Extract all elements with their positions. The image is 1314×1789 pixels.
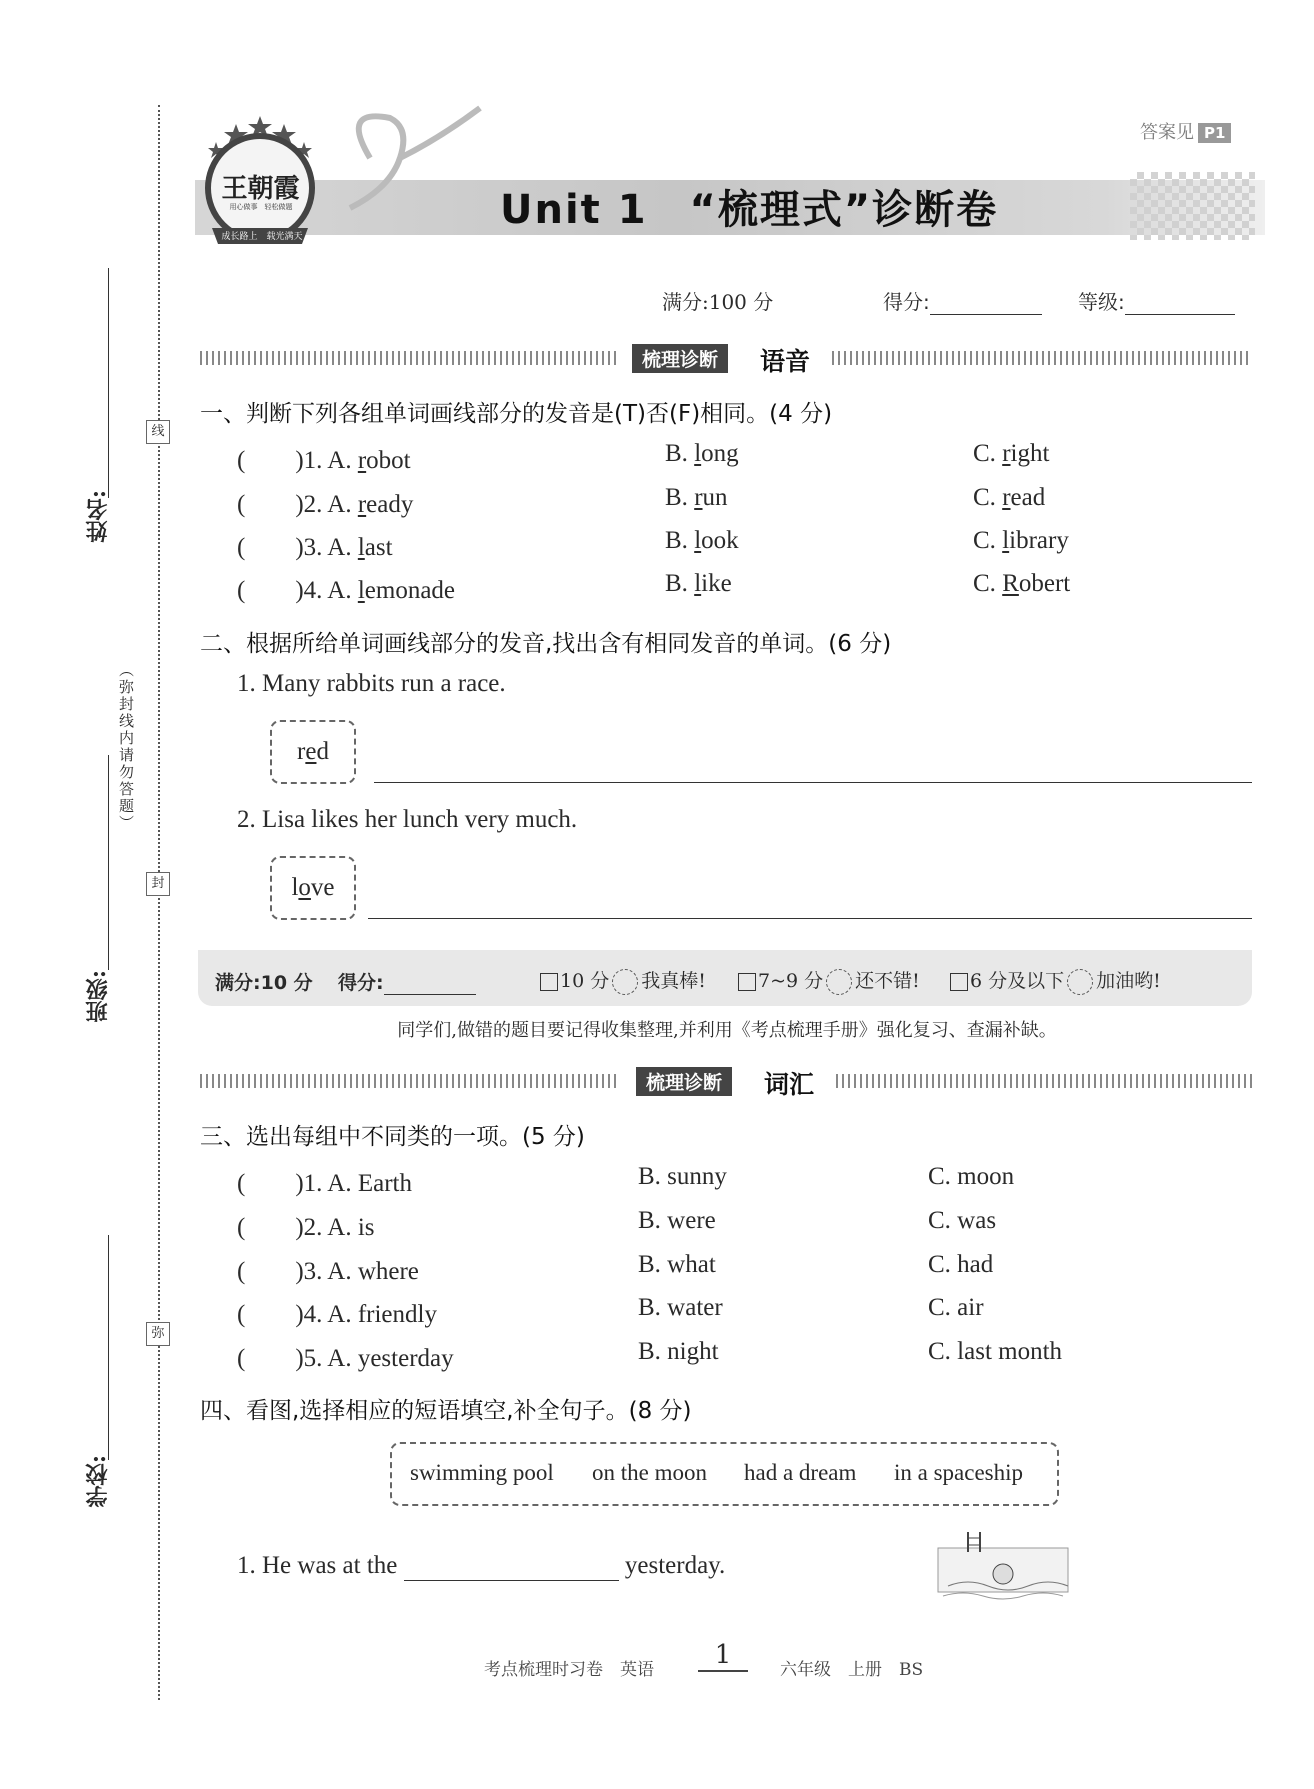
phrase-item: on the moon <box>592 1460 707 1485</box>
happy-face-icon <box>612 969 638 995</box>
full-score: 满分:100 分 <box>662 290 774 314</box>
cheer-face-icon <box>1067 969 1093 995</box>
underlined-letter: r <box>357 447 367 474</box>
q3-row-1-c: C. moon <box>928 1163 1015 1190</box>
school-label: 学校: <box>85 1455 111 1508</box>
option-7-9-checkbox[interactable] <box>738 973 756 991</box>
section-name: 词汇 <box>764 1070 815 1099</box>
q1-row-2: ( )2. A. ready <box>237 491 414 518</box>
q1-row-3: ( )3. A. last <box>237 534 393 561</box>
section-divider-vocab <box>200 1069 1252 1099</box>
answer-page-badge: P1 <box>1198 123 1231 143</box>
seal-mark-feng: 封 <box>146 872 170 896</box>
answer-reference <box>1140 118 1231 144</box>
option-10: 10 分 我真棒! <box>540 966 706 995</box>
q2-sentence-1: 1. Many rabbits run a race. <box>237 670 506 697</box>
option-7-9: 7~9 分 还不错! <box>738 966 920 995</box>
phrase-item: had a dream <box>744 1460 857 1485</box>
q3-row-1-b: B. sunny <box>638 1163 727 1190</box>
q3-row-2: ( )2. A. is <box>237 1214 375 1241</box>
checker-decoration <box>1130 172 1255 240</box>
bar-score-input[interactable] <box>384 972 476 995</box>
q3-row-5-c: C. last month <box>928 1338 1063 1365</box>
q4-heading: 四、看图,选择相应的短语填空,补全句子。(8 分) <box>200 1398 692 1424</box>
q2-answer-line-1[interactable] <box>374 782 1252 783</box>
smile-face-icon <box>826 969 852 995</box>
q1-row-2-c: C. read <box>973 484 1046 511</box>
phrase-bank <box>390 1442 1059 1506</box>
q2-heading: 二、根据所给单词画线部分的发音,找出含有相同发音的单词。(6 分) <box>200 631 892 657</box>
bow-decoration <box>330 98 490 218</box>
grade-field <box>1078 286 1235 315</box>
q3-heading: 三、选出每组中不同类的一项。(5 分) <box>200 1124 585 1150</box>
q3-row-4-b: B. water <box>638 1294 723 1321</box>
grade-input[interactable] <box>1125 290 1235 315</box>
section-tag: 梳理诊断 <box>636 1067 732 1096</box>
phrase-item: in a spaceship <box>894 1460 1024 1485</box>
brand-logo <box>198 110 323 250</box>
name-label: 姓名: <box>85 490 111 543</box>
q3-row-4: ( )4. A. friendly <box>237 1301 437 1328</box>
logo-text: 王朝霞 <box>221 174 300 204</box>
q3-row-5: ( )5. A. yesterday <box>237 1345 454 1372</box>
q3-row-4-c: C. air <box>928 1294 984 1321</box>
binding-dotted-line <box>158 105 160 1700</box>
footer-left: 考点梳理时习卷 英语 <box>484 1660 654 1680</box>
score-field <box>883 286 1042 315</box>
score-label: 得分: <box>883 290 930 314</box>
q4-item-1-blank[interactable] <box>404 1552 619 1581</box>
section-name: 语音 <box>760 347 811 376</box>
section-tag: 梳理诊断 <box>632 344 728 373</box>
q1-row-4-b: B. like <box>665 570 732 597</box>
logo-banner: 成长路上 载光满天 <box>221 232 303 242</box>
review-reminder: 同学们,做错的题目要记得收集整理,并利用《考点梳理手册》强化复习、查漏补缺。 <box>397 1020 1057 1041</box>
q1-heading: 一、判断下列各组单词画线部分的发音是(T)否(F)相同。(4 分) <box>200 401 833 427</box>
q1-row-1-c: C. right <box>973 440 1050 467</box>
q3-row-2-b: B. were <box>638 1207 716 1234</box>
q2-answer-line-2[interactable] <box>368 918 1252 919</box>
bar-full-score: 满分:10 分 <box>215 972 313 994</box>
q3-row-3-c: C. had <box>928 1251 994 1278</box>
q4-item-1: 1. He was at the yesterday. <box>237 1552 726 1579</box>
option-6-checkbox[interactable] <box>950 973 968 991</box>
score-input[interactable] <box>930 290 1042 315</box>
swimming-pool-illustration <box>928 1528 1076 1606</box>
q1-row-2-b: B. run <box>665 484 728 511</box>
q2-word-box-1: red <box>270 720 356 784</box>
seal-mark-xian: 线 <box>146 420 170 444</box>
grade-label: 等级: <box>1078 290 1125 314</box>
q1-row-1-b: B. long <box>665 440 739 467</box>
q1-row-3-b: B. look <box>665 527 739 554</box>
divider-ticks-right <box>832 351 1252 365</box>
q2-sentence-2: 2. Lisa likes her lunch very much. <box>237 806 578 833</box>
option-6-below: 6 分及以下 加油哟! <box>950 966 1161 995</box>
class-input-line[interactable] <box>108 755 109 970</box>
q3-row-3-b: B. what <box>638 1251 716 1278</box>
q2-word-box-2: love <box>270 856 356 920</box>
section-divider-phonics <box>200 346 1252 376</box>
q3-row-1: ( )1. A. Earth <box>237 1170 412 1197</box>
divider-ticks-left <box>200 351 620 365</box>
divider-ticks-left <box>200 1074 620 1088</box>
q1-row-num: ( )1. A. <box>237 447 352 474</box>
q3-row-2-c: C. was <box>928 1207 997 1234</box>
q3-row-3: ( )3. A. where <box>237 1258 419 1285</box>
bar-score-field: 得分: <box>338 968 476 995</box>
q1-row-4-c: C. Robert <box>973 570 1071 597</box>
q3-row-5-b: B. night <box>638 1338 719 1365</box>
school-input-line[interactable] <box>108 1235 109 1460</box>
footer-right: 六年级 上册 BS <box>780 1660 924 1680</box>
option-10-checkbox[interactable] <box>540 973 558 991</box>
page-title: Unit 1 “梳理式”诊断卷 <box>500 187 999 233</box>
seal-warning-note: （弥封线内请勿答题） <box>117 662 135 832</box>
q1-row-4: ( )4. A. lemonade <box>237 577 456 604</box>
q1-row-3-c: C. library <box>973 527 1069 554</box>
self-assessment-bar <box>198 950 1252 1006</box>
page-number: 1 <box>698 1640 748 1672</box>
seal-mark-mi: 弥 <box>146 1322 170 1346</box>
phrase-item: swimming pool <box>410 1460 554 1485</box>
divider-ticks-right <box>836 1074 1252 1088</box>
class-label: 班级: <box>85 970 111 1023</box>
q1-row-1: ( )1. A. robot <box>237 447 411 474</box>
answer-ref-label: 答案见 <box>1140 122 1194 143</box>
logo-subtext: 用心做事 轻松做题 <box>229 203 293 211</box>
name-input-line[interactable] <box>108 268 109 498</box>
